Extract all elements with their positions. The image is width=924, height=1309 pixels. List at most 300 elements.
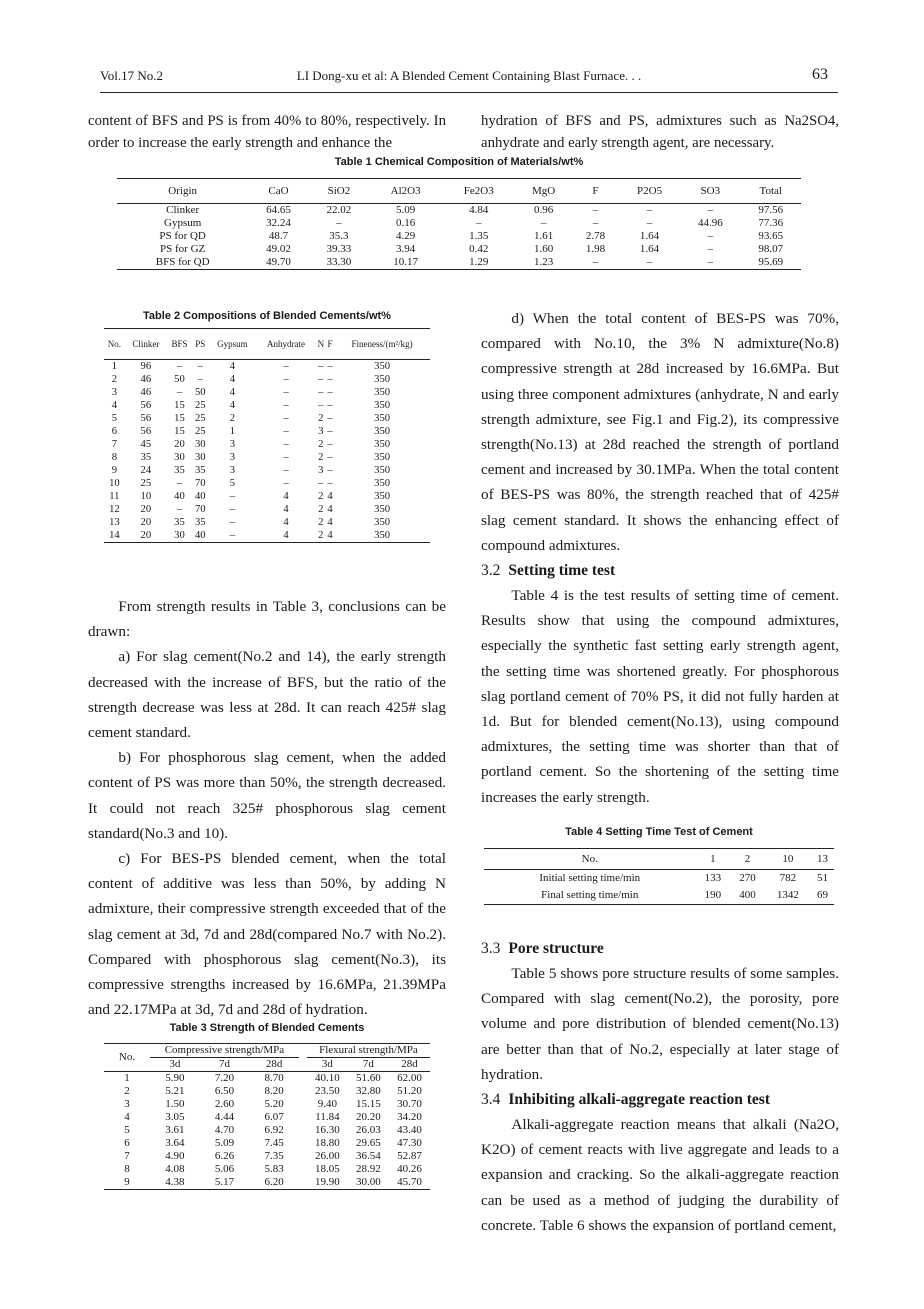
t3-cell: 9.40 — [317, 1098, 338, 1110]
t2-row — [104, 399, 430, 412]
t2-cell: 30 — [194, 439, 206, 450]
t1-cell: 1.64 — [639, 230, 660, 242]
t2-cell: – — [283, 361, 289, 372]
t1-cell: 4.29 — [396, 230, 416, 242]
t3-row — [104, 1111, 430, 1124]
t2-cell: 20 — [140, 517, 152, 528]
t3-cell: 43.40 — [397, 1124, 422, 1136]
t2-header-cell: Clinker — [125, 329, 167, 360]
t1-header-cell: MgO — [515, 179, 572, 204]
t1-cell: – — [680, 256, 740, 270]
t2-cell: – — [283, 465, 289, 476]
t1-cell: 5.09 — [396, 204, 416, 216]
t4-header-cell: 10 — [765, 849, 811, 870]
t2-cell: 9 — [111, 465, 117, 476]
t2-cell: – — [176, 387, 183, 398]
t1-cell: 77.36 — [758, 217, 784, 229]
table4-setting-time — [484, 848, 834, 905]
t3-cell: 26.00 — [315, 1150, 340, 1162]
t2-cell: – — [283, 478, 289, 489]
t3-cell: 2.60 — [214, 1098, 235, 1110]
t3-cell: 6.92 — [264, 1124, 284, 1136]
t2-cell: 4 — [229, 400, 236, 411]
section-title: Setting time test — [508, 562, 616, 580]
t3-cell: 5.20 — [264, 1098, 284, 1110]
paragraph-a: a) For slag cement(No.2 and 14), the early strength decreased with the increase of BFS, but the ratio of the strength decrease was less at 28d. It can reach 425# slag cement standard. — [88, 648, 446, 742]
t2-cell: – — [283, 387, 289, 398]
section-3-3-heading — [481, 936, 839, 961]
t3-cell: 18.05 — [315, 1163, 340, 1175]
t2-header-cell: PS — [192, 329, 209, 360]
t3-cell: 4.44 — [214, 1111, 235, 1123]
paragraph-c: c) For BES-PS blended cement, when the total content of additive was less than 50%, by adding N admixture, their compressive strength exceeded that of the slag cement at 3d, 7d and 28d(compared No.7 with No.2). Compared with phosphorous slag cement(No.3), its compressive strengths increased by 16.6MPa, 21.39MPa and 22.17MPa at 3d, 7d and 28d of hydration. — [88, 850, 446, 1019]
t3-cell: 6.26 — [214, 1150, 235, 1162]
t3-cell: 5.90 — [165, 1072, 185, 1084]
t2-cell: 2 — [318, 491, 324, 502]
t2-cell: 15 — [174, 413, 185, 424]
t2-cell: 56 — [140, 400, 152, 411]
t2-cell: 20 — [125, 529, 167, 543]
t2-cell: 2 — [318, 413, 324, 424]
t2-row — [104, 438, 430, 451]
t1-cell: – — [592, 204, 599, 216]
t2-row — [104, 360, 430, 374]
t3-cell: 19.90 — [307, 1176, 348, 1190]
t2-cell: 15 — [174, 426, 185, 437]
t3-cell: 62.00 — [397, 1072, 422, 1084]
t2-header-cell: F — [326, 329, 334, 360]
t3-cell: 36.54 — [356, 1150, 381, 1162]
t1-cell: 1.98 — [585, 243, 606, 255]
t2-cell: 4 — [327, 504, 333, 515]
t2-cell: 24 — [140, 465, 152, 476]
section-3-2-text: Table 4 is the test results of setting time of cement. Results show that using the compound admixtures, especially the synthetic fast setting early strength agent, the setting time was shortened greatly. For phosphorous slag portland cement of 70% PS, it did not fully harden at 1d. But for blended cement(No.13), using compound admixtures, the setting time was shorter than that of portland cement. So the shortening of the setting time increases the early strength. — [481, 587, 839, 806]
t1-cell: 35.3 — [329, 230, 349, 242]
t2-cell: 40 — [174, 491, 185, 502]
t2-cell: – — [318, 374, 324, 385]
t2-cell: 10 — [109, 478, 120, 489]
t2-cell: 350 — [374, 517, 391, 528]
t3-cell: 6.07 — [264, 1111, 284, 1123]
t3-row — [104, 1124, 430, 1137]
t2-cell: 4 — [327, 491, 333, 502]
running-header — [100, 68, 838, 86]
t2-cell: 15 — [174, 400, 185, 411]
t1-cell: 0.42 — [469, 243, 489, 255]
t2-cell: 11 — [109, 491, 120, 502]
t4-row — [484, 870, 834, 888]
t2-cell: 30 — [174, 452, 185, 463]
t2-cell: – — [176, 504, 183, 515]
t3-cell: 5.83 — [264, 1163, 284, 1175]
t2-cell: – — [283, 439, 289, 450]
right-column-upper — [481, 306, 839, 810]
t2-cell: 1 — [111, 361, 117, 372]
t2-cell: 30 — [194, 452, 206, 463]
t3-cell: 18.80 — [315, 1137, 340, 1149]
t2-header-cell: Anhydrate — [256, 329, 315, 360]
t1-header-cell: Fe2O3 — [442, 179, 515, 204]
t3-gap — [299, 1085, 307, 1098]
t3-cell: 7.35 — [264, 1150, 284, 1162]
t3-cell: 2 — [124, 1085, 130, 1097]
t2-cell: 2 — [229, 413, 236, 424]
t2-cell: – — [327, 452, 333, 463]
t2-cell: 350 — [374, 374, 391, 385]
t4-cell: Final setting time/min — [484, 887, 696, 905]
t2-cell: 25 — [194, 400, 206, 411]
t1-row — [117, 217, 801, 230]
t1-cell: 32.24 — [266, 217, 291, 229]
t3-cell: 5.06 — [214, 1163, 235, 1175]
t2-cell: 35 — [174, 517, 185, 528]
t2-cell: – — [176, 361, 183, 372]
t3-cell: 8.20 — [264, 1085, 284, 1097]
t2-cell: 2 — [111, 374, 117, 385]
t3-cell: 20.20 — [356, 1111, 381, 1123]
t4-cell: Initial setting time/min — [539, 872, 641, 884]
t2-cell: 3 — [318, 426, 324, 437]
t2-header-cell: Fineness/(m²/kg) — [334, 329, 430, 360]
t1-cell: – — [646, 217, 653, 229]
t3-cell: 15.15 — [356, 1098, 381, 1110]
t1-cell: 97.56 — [758, 204, 784, 216]
t2-cell: 4 — [229, 374, 236, 385]
t1-cell: – — [592, 217, 599, 229]
t2-cell: 350 — [374, 478, 391, 489]
t3-gap — [299, 1163, 307, 1176]
t2-cell: 7 — [111, 439, 117, 450]
t2-cell: 350 — [374, 491, 391, 502]
t2-cell: 350 — [374, 361, 391, 372]
t2-row — [104, 464, 430, 477]
section-title: Inhibiting alkali-aggregate reaction test — [508, 1091, 770, 1109]
t4-cell: 400 — [730, 887, 765, 905]
section-number: 3.2 — [481, 562, 501, 580]
t2-row — [104, 412, 430, 425]
t2-row — [104, 490, 430, 503]
t3-row — [104, 1176, 430, 1190]
t2-cell: – — [318, 361, 324, 372]
t2-cell: 5 — [111, 413, 117, 424]
t1-cell: 98.07 — [758, 243, 784, 255]
t1-row — [117, 243, 801, 256]
t1-header-cell: Total — [741, 179, 801, 204]
t3-cell: 8.70 — [264, 1072, 284, 1084]
section-number: 3.3 — [481, 940, 501, 957]
t2-row — [104, 529, 430, 543]
t2-cell: 350 — [334, 529, 430, 543]
t3-sub-header: 3d — [307, 1058, 348, 1072]
t4-header-cell: 13 — [811, 849, 834, 870]
volume-label: Vol.17 No.2 — [100, 68, 163, 83]
t3-gap — [299, 1072, 307, 1086]
t2-cell: 12 — [109, 504, 120, 515]
t1-cell: 1.60 — [534, 243, 554, 255]
t1-cell: – — [619, 256, 680, 270]
t3-cell: 9 — [104, 1176, 150, 1190]
t2-cell: 35 — [194, 517, 206, 528]
t1-cell: 1.61 — [534, 230, 554, 242]
paragraph-b: b) For phosphorous slag cement, when the added content of PS was more than 50%, the strength decreased. It could not reach 325# phosphorous slag cement standard(No.3 and 10). — [88, 749, 446, 842]
t2-cell: 50 — [174, 374, 185, 385]
t2-cell: 8 — [111, 452, 117, 463]
section-3-2-heading — [481, 558, 839, 583]
t3-sub-header: 7d — [200, 1058, 250, 1072]
t2-row — [104, 425, 430, 438]
t3-cell: 30.70 — [397, 1098, 422, 1110]
t1-cell: 64.65 — [266, 204, 291, 216]
t1-header-cell: SO3 — [680, 179, 740, 204]
t2-cell: 4 — [256, 529, 315, 543]
t1-cell: Clinker — [166, 204, 200, 216]
t2-cell: 350 — [374, 400, 391, 411]
t3-gap — [299, 1098, 307, 1111]
t2-cell: – — [283, 426, 289, 437]
t3-cell: 29.65 — [356, 1137, 381, 1149]
table3-caption: Table 3 Strength of Blended Cements — [169, 1022, 365, 1034]
t2-cell: 6 — [111, 426, 117, 437]
t2-cell: 4 — [283, 504, 289, 515]
right-column-lower — [481, 936, 839, 1238]
t3-cell: 30.00 — [348, 1176, 389, 1190]
t2-cell: 4 — [283, 517, 289, 528]
t3-sub-header: 3d — [150, 1058, 200, 1072]
t3-cell: 8 — [124, 1163, 130, 1175]
table2-caption: Table 2 Compositions of Blended Cements/wt% — [143, 310, 391, 322]
t2-cell: 3 — [229, 465, 236, 476]
t2-cell: 14 — [104, 529, 125, 543]
t3-cell: 51.20 — [397, 1085, 422, 1097]
t2-cell: 2 — [318, 439, 324, 450]
t3-row — [104, 1098, 430, 1111]
t2-header-cell: N — [316, 329, 326, 360]
t2-row — [104, 503, 430, 516]
t2-cell: 46 — [140, 374, 152, 385]
t1-cell: 33.30 — [309, 256, 369, 270]
t1-cell: 1.23 — [515, 256, 572, 270]
t4-cell: 51 — [816, 872, 828, 884]
t4-header-cell: 1 — [696, 849, 731, 870]
t1-cell: 49.70 — [248, 256, 308, 270]
t1-cell: 1.29 — [442, 256, 515, 270]
t2-cell: 25 — [140, 478, 152, 489]
t1-cell: PS for GZ — [160, 243, 206, 255]
t2-cell: 1 — [229, 426, 236, 437]
t2-cell: 35 — [140, 452, 152, 463]
t3-cell: 3.61 — [165, 1124, 185, 1136]
t3-cell: 40.26 — [397, 1163, 422, 1175]
t3-cell: 5.09 — [214, 1137, 235, 1149]
t3-sub-header: 7d — [348, 1058, 389, 1072]
t3-cell: 6.50 — [214, 1085, 235, 1097]
t3-cell: 4.70 — [214, 1124, 235, 1136]
t2-cell: – — [283, 400, 289, 411]
t2-cell: – — [209, 529, 257, 543]
t3-cell: 51.60 — [356, 1072, 381, 1084]
t3-cell: 3.64 — [165, 1137, 185, 1149]
t1-cell: – — [646, 204, 653, 216]
t3-cell: 4.08 — [165, 1163, 185, 1175]
t2-cell: – — [327, 361, 333, 372]
t1-cell: 4.84 — [469, 204, 489, 216]
t2-header-cell: Gypsum — [209, 329, 257, 360]
t4-cell: 190 — [696, 887, 731, 905]
t1-cell: – — [540, 217, 547, 229]
t4-cell: 270 — [739, 872, 756, 884]
section-number: 3.4 — [481, 1091, 501, 1109]
t2-cell: – — [283, 374, 289, 385]
t2-cell: 25 — [194, 426, 206, 437]
header-rule — [100, 92, 838, 93]
t3-cell: 6.20 — [249, 1176, 299, 1190]
t2-cell: 3 — [229, 452, 236, 463]
t1-cell: – — [707, 230, 714, 242]
t2-header-cell: BFS — [167, 329, 192, 360]
t2-cell: 3 — [318, 465, 324, 476]
t1-cell: PS for QD — [159, 230, 206, 242]
t1-header-cell: CaO — [248, 179, 308, 204]
t1-cell: 93.65 — [758, 230, 784, 242]
t3-cell: 5 — [124, 1124, 130, 1136]
t4-cell: 782 — [779, 872, 797, 884]
t2-cell: 5 — [229, 478, 236, 489]
t2-cell: 4 — [327, 530, 333, 541]
section-3-4-heading — [481, 1087, 839, 1112]
paragraph-intro: From strength results in Table 3, conclusions can be drawn: — [88, 598, 446, 641]
top-left-text: content of BFS and PS is from 40% to 80%, respectively. In order to increase the early strength and enhance the — [88, 113, 446, 151]
t2-header-cell: No. — [104, 329, 125, 360]
t2-cell: – — [197, 361, 203, 372]
t2-cell: 2 — [318, 452, 324, 463]
t1-cell: – — [707, 243, 714, 255]
t2-cell: – — [327, 439, 333, 450]
t3-row — [104, 1163, 430, 1176]
t3-cell: 32.80 — [356, 1085, 381, 1097]
t3-cell: 4 — [124, 1111, 130, 1123]
t2-cell: 35 — [174, 465, 185, 476]
t2-cell: 40 — [194, 491, 206, 502]
t3-flexural-header: Flexural strength/MPa — [307, 1044, 430, 1058]
t2-cell: 4 — [283, 491, 289, 502]
table3-strength — [104, 1043, 430, 1190]
t3-no-header: No. — [104, 1044, 150, 1072]
t2-cell: – — [229, 517, 236, 528]
section-3-4-text: Alkali-aggregate reaction means that alkali (Na2O, K2O) of cement reacts with live aggregate and leads to a expansion and cracking. So the alkali-aggregate reaction can be used as a method of judging the durability of concrete. Table 6 shows the expansion of portland cement, — [481, 1116, 839, 1234]
t2-cell: 40 — [192, 529, 209, 543]
top-right-text: hydration of BFS and PS, admixtures such as Na2SO4, anhydrate and early strength agent, are necessary. — [481, 113, 839, 151]
t1-row — [117, 204, 801, 218]
table4-caption: Table 4 Setting Time Test of Cement — [565, 826, 753, 838]
t1-cell: – — [572, 256, 619, 270]
t2-cell: 3 — [229, 439, 236, 450]
t1-cell: 0.96 — [534, 204, 554, 216]
t2-cell: 30 — [167, 529, 192, 543]
t3-cell: 11.84 — [315, 1111, 340, 1123]
t2-cell: – — [327, 374, 333, 385]
t2-cell: 20 — [174, 439, 185, 450]
section-title: Pore structure — [508, 940, 604, 957]
t2-cell: 70 — [194, 478, 206, 489]
t2-cell: – — [318, 387, 324, 398]
t3-compressive-header: Compressive strength/MPa — [150, 1044, 299, 1058]
t1-row — [117, 256, 801, 270]
t2-cell: 2 — [316, 529, 326, 543]
t1-cell: 3.94 — [396, 243, 416, 255]
t1-cell: 2.78 — [585, 230, 606, 242]
t3-cell: 7 — [124, 1150, 130, 1162]
t3-cell: 7.20 — [214, 1072, 235, 1084]
t2-cell: 350 — [374, 504, 391, 515]
t3-cell: 7.45 — [264, 1137, 284, 1149]
t1-cell: BFS for QD — [117, 256, 248, 270]
t3-cell: 3 — [124, 1098, 130, 1110]
t1-header-cell: SiO2 — [309, 179, 369, 204]
t1-header-cell: F — [572, 179, 619, 204]
t1-cell: 48.7 — [268, 230, 289, 242]
t3-cell: 3.05 — [165, 1111, 185, 1123]
t1-cell: 39.33 — [326, 243, 352, 255]
t2-cell: – — [327, 478, 333, 489]
running-title: LI Dong-xu et al: A Blended Cement Containing Blast Furnace. . . — [296, 68, 642, 83]
t2-row — [104, 386, 430, 399]
t2-cell: 10 — [140, 491, 152, 502]
t1-row — [117, 230, 801, 243]
t3-cell: 16.30 — [315, 1124, 340, 1136]
t3-cell: 23.50 — [315, 1085, 340, 1097]
t2-cell: 96 — [140, 361, 152, 372]
t1-cell: 95.69 — [741, 256, 801, 270]
table1-caption: Table 1 Chemical Composition of Materials/wt% — [334, 156, 584, 168]
t4-cell: 133 — [704, 872, 722, 884]
t3-row — [104, 1085, 430, 1098]
t2-cell: – — [229, 491, 236, 502]
t3-cell: 52.87 — [397, 1150, 422, 1162]
t2-cell: 350 — [374, 426, 391, 437]
t2-cell: 2 — [318, 504, 324, 515]
t2-cell: – — [327, 426, 333, 437]
t3-gap — [299, 1124, 307, 1137]
t3-cell: 5.21 — [165, 1085, 185, 1097]
t2-row — [104, 516, 430, 529]
t4-row — [484, 887, 834, 905]
t2-cell: 350 — [374, 439, 391, 450]
t2-cell: 4 — [327, 517, 333, 528]
t3-cell: 6 — [124, 1137, 130, 1149]
t1-header-cell: Origin — [117, 179, 248, 204]
t4-cell: 69 — [811, 887, 834, 905]
t2-cell: – — [229, 504, 236, 515]
t3-cell: 5.17 — [200, 1176, 250, 1190]
t2-cell: 35 — [194, 465, 206, 476]
t2-row — [104, 373, 430, 386]
t4-header-cell: 2 — [730, 849, 765, 870]
t4-header-cell: No. — [484, 849, 696, 870]
t1-cell: – — [336, 217, 342, 229]
t2-cell: 350 — [374, 413, 391, 424]
t2-cell: – — [197, 374, 203, 385]
t1-header-cell: Al2O3 — [369, 179, 442, 204]
left-column-body — [88, 594, 446, 1022]
t2-cell: – — [327, 465, 333, 476]
t3-sub-header: 28d — [389, 1058, 430, 1072]
t4-cell: 1342 — [765, 887, 811, 905]
t3-cell: 1.50 — [165, 1098, 185, 1110]
t2-cell: 46 — [140, 387, 152, 398]
t1-cell: – — [476, 217, 482, 229]
t2-cell: 56 — [140, 426, 152, 437]
t3-gap — [299, 1137, 307, 1150]
